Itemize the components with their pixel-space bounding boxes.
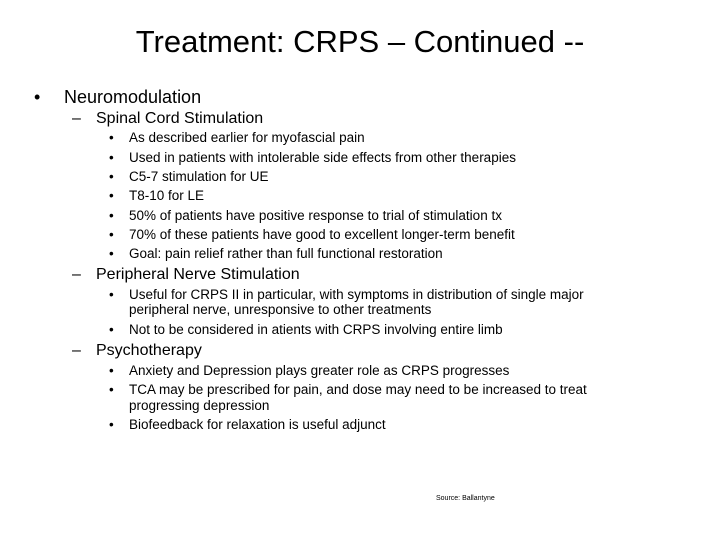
list-item: Useful for CRPS II in particular, with symptoms in distribution of single major: [129, 287, 584, 302]
item-bullet: •: [109, 322, 114, 337]
section-heading-spinal-cord-stimulation: Spinal Cord Stimulation: [96, 110, 264, 127]
list-item: Biofeedback for relaxation is useful adjunct: [129, 417, 386, 432]
list-item: Anxiety and Depression plays greater role as CRPS progresses: [129, 363, 510, 378]
list-item: 50% of patients have positive response to trial of stimulation tx: [129, 208, 502, 223]
item-bullet: •: [109, 208, 114, 223]
list-item: TCA may be prescribed for pain, and dose may need to be increased to treat: [129, 382, 587, 397]
list-item: Used in patients with intolerable side effects from other therapies: [129, 150, 516, 165]
section-heading-peripheral-nerve-stimulation: Peripheral Nerve Stimulation: [96, 266, 300, 283]
slide-title: Treatment: CRPS – Continued --: [135, 24, 585, 59]
item-bullet: •: [109, 227, 114, 242]
level1-neuromodulation: Neuromodulation: [64, 87, 202, 107]
item-bullet: •: [109, 188, 114, 203]
list-item-continuation: peripheral nerve, unresponsive to other treatments: [129, 302, 432, 317]
source-citation: Source: Ballantyne: [436, 495, 495, 502]
list-item-continuation: progressing depression: [129, 398, 270, 413]
item-bullet: •: [109, 417, 114, 432]
section-dash: –: [72, 342, 81, 359]
item-bullet: •: [109, 150, 114, 165]
item-bullet: •: [109, 246, 114, 261]
level1-bullet: •: [34, 87, 41, 107]
list-item: Goal: pain relief rather than full functional restoration: [129, 246, 443, 261]
item-bullet: •: [109, 363, 114, 378]
item-bullet: •: [109, 382, 114, 397]
item-bullet: •: [109, 287, 114, 302]
section-heading-psychotherapy: Psychotherapy: [96, 342, 202, 359]
list-item: 70% of these patients have good to excellent longer-term benefit: [129, 227, 515, 242]
item-bullet: •: [109, 169, 114, 184]
section-dash: –: [72, 110, 81, 127]
item-bullet: •: [109, 130, 114, 145]
list-item: Not to be considered in atients with CRPS involving entire limb: [129, 322, 503, 337]
list-item: C5-7 stimulation for UE: [129, 169, 269, 184]
list-item: T8-10 for LE: [129, 188, 205, 203]
list-item: As described earlier for myofascial pain: [129, 130, 365, 145]
section-dash: –: [72, 266, 81, 283]
